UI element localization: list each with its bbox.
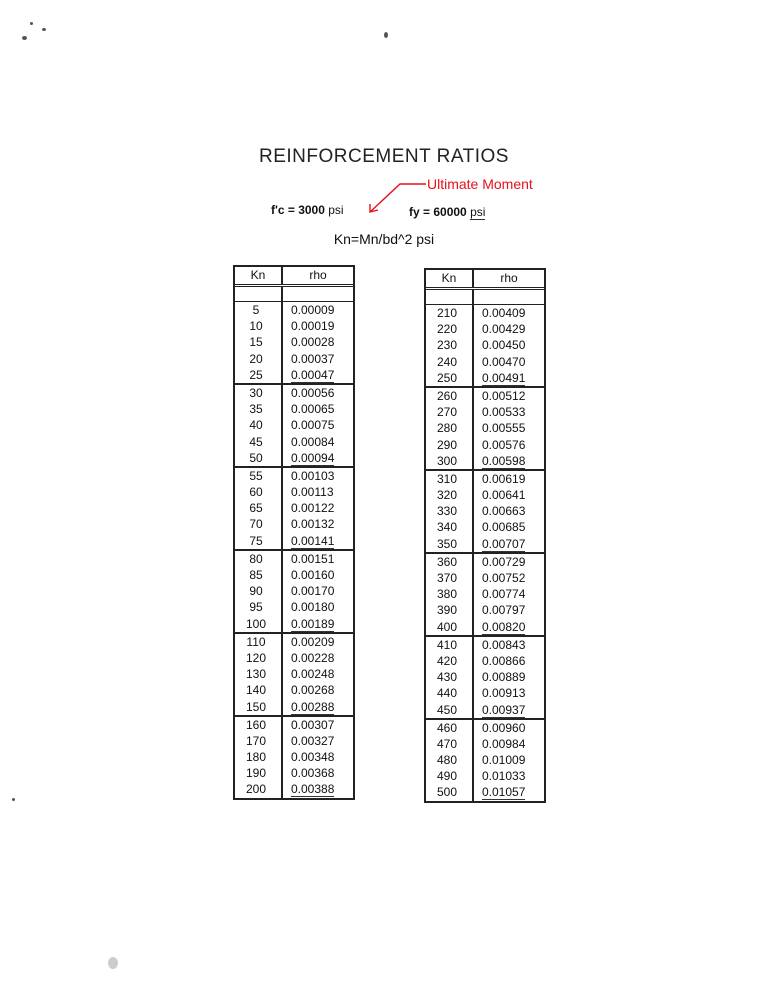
rho-cell bbox=[283, 733, 353, 749]
rho-cell bbox=[283, 516, 353, 532]
rho-cell bbox=[283, 599, 353, 615]
rho-value: 0.01009 bbox=[482, 753, 526, 768]
table-row bbox=[235, 302, 353, 318]
rho-cell bbox=[283, 351, 353, 367]
table-row bbox=[426, 602, 544, 618]
table-group bbox=[426, 554, 544, 637]
rho-value: 0.00984 bbox=[482, 736, 526, 751]
scan-speck bbox=[22, 36, 27, 40]
kn-cell: 320 bbox=[426, 487, 474, 503]
rho-value: 0.00774 bbox=[482, 587, 526, 602]
table-row bbox=[426, 370, 544, 386]
kn-cell: 110 bbox=[235, 634, 283, 650]
table-row bbox=[426, 321, 544, 337]
table-row bbox=[235, 567, 353, 583]
table-row bbox=[235, 434, 353, 450]
kn-cell: 190 bbox=[235, 765, 283, 781]
kn-cell: 210 bbox=[426, 305, 474, 321]
kn-cell: 250 bbox=[426, 370, 474, 386]
table-row bbox=[426, 503, 544, 519]
rho-value: 0.00937 bbox=[482, 702, 526, 717]
kn-cell: 80 bbox=[235, 551, 283, 567]
rho-value: 0.00009 bbox=[291, 303, 335, 317]
rho-value: 0.00094 bbox=[291, 450, 335, 465]
table-row bbox=[426, 536, 544, 552]
rho-cell bbox=[474, 321, 544, 337]
rho-value: 0.00047 bbox=[291, 367, 335, 382]
scan-speck bbox=[12, 798, 15, 801]
table-body bbox=[426, 305, 544, 801]
table-row bbox=[426, 420, 544, 436]
table-row bbox=[426, 752, 544, 768]
table-row bbox=[235, 650, 353, 666]
kn-cell: 260 bbox=[426, 388, 474, 404]
rho-value: 0.00913 bbox=[482, 686, 526, 701]
kn-cell: 500 bbox=[426, 784, 474, 800]
steel-yield-unit: psi bbox=[470, 205, 486, 219]
table-row bbox=[426, 437, 544, 453]
scan-speck bbox=[384, 32, 388, 38]
rho-value: 0.00180 bbox=[291, 600, 335, 615]
table-spacer-row bbox=[426, 290, 544, 305]
kn-formula: Kn=Mn/bd^2 psi bbox=[333, 231, 435, 247]
kn-cell: 85 bbox=[235, 567, 283, 583]
scan-speck bbox=[30, 22, 33, 25]
table-row bbox=[426, 669, 544, 685]
rho-cell bbox=[474, 602, 544, 618]
table-row bbox=[426, 453, 544, 469]
table-row bbox=[426, 554, 544, 570]
rho-cell bbox=[474, 637, 544, 653]
kn-cell: 470 bbox=[426, 736, 474, 752]
scan-speck bbox=[108, 957, 118, 969]
rho-cell bbox=[474, 752, 544, 768]
kn-cell: 90 bbox=[235, 583, 283, 599]
rho-value: 0.00512 bbox=[482, 388, 526, 403]
rho-cell bbox=[474, 702, 544, 718]
table-group bbox=[235, 717, 353, 798]
kn-cell: 220 bbox=[426, 321, 474, 337]
rho-cell bbox=[283, 551, 353, 567]
table-row bbox=[235, 682, 353, 698]
rho-value: 0.00028 bbox=[291, 335, 335, 350]
rho-value: 0.00619 bbox=[482, 471, 526, 486]
rho-cell bbox=[474, 768, 544, 784]
table-row bbox=[235, 417, 353, 433]
kn-cell: 270 bbox=[426, 404, 474, 420]
kn-cell: 350 bbox=[426, 536, 474, 552]
table-group bbox=[235, 634, 353, 717]
rho-cell bbox=[283, 781, 353, 797]
rho-value: 0.00056 bbox=[291, 385, 335, 400]
rho-value: 0.00132 bbox=[291, 517, 335, 532]
table-row bbox=[235, 468, 353, 484]
table-row bbox=[426, 637, 544, 653]
kn-cell: 410 bbox=[426, 637, 474, 653]
page-title: REINFORCEMENT RATIOS bbox=[259, 146, 509, 167]
table-row bbox=[235, 334, 353, 350]
rho-cell bbox=[283, 533, 353, 549]
rho-value: 0.00151 bbox=[291, 551, 335, 566]
table-row bbox=[426, 619, 544, 635]
rho-value: 0.00103 bbox=[291, 468, 335, 483]
ratio-table-right bbox=[424, 268, 546, 803]
table-body bbox=[235, 302, 353, 798]
concrete-strength bbox=[271, 203, 344, 217]
rho-value: 0.00122 bbox=[291, 501, 335, 516]
rho-value: 0.00866 bbox=[482, 653, 526, 668]
table-row bbox=[235, 500, 353, 516]
kn-cell: 55 bbox=[235, 468, 283, 484]
rho-value: 0.00075 bbox=[291, 418, 335, 433]
rho-value: 0.00368 bbox=[291, 766, 335, 781]
rho-cell bbox=[474, 453, 544, 469]
table-row bbox=[235, 634, 353, 650]
kn-cell: 490 bbox=[426, 768, 474, 784]
rho-cell bbox=[283, 765, 353, 781]
rho-value: 0.00429 bbox=[482, 322, 526, 337]
rho-cell bbox=[283, 567, 353, 583]
table-row bbox=[426, 354, 544, 370]
header-kn: Kn bbox=[426, 270, 474, 287]
kn-cell: 30 bbox=[235, 385, 283, 401]
table-row bbox=[235, 450, 353, 466]
table-row bbox=[426, 685, 544, 701]
rho-value: 0.00843 bbox=[482, 637, 526, 652]
table-row bbox=[426, 653, 544, 669]
rho-cell bbox=[283, 666, 353, 682]
kn-cell: 420 bbox=[426, 653, 474, 669]
kn-cell: 70 bbox=[235, 516, 283, 532]
kn-cell: 330 bbox=[426, 503, 474, 519]
table-header bbox=[426, 270, 544, 290]
rho-cell bbox=[474, 487, 544, 503]
rho-cell bbox=[283, 401, 353, 417]
rho-value: 0.00598 bbox=[482, 453, 526, 468]
kn-cell: 390 bbox=[426, 602, 474, 618]
kn-cell: 430 bbox=[426, 669, 474, 685]
kn-cell: 180 bbox=[235, 749, 283, 765]
rho-cell bbox=[474, 720, 544, 736]
table-group bbox=[426, 388, 544, 471]
rho-cell bbox=[474, 437, 544, 453]
table-group bbox=[235, 302, 353, 385]
table-row bbox=[426, 702, 544, 718]
rho-value: 0.01033 bbox=[482, 769, 526, 784]
rho-value: 0.00327 bbox=[291, 733, 335, 748]
rho-cell bbox=[474, 519, 544, 535]
table-row bbox=[426, 337, 544, 353]
rho-cell bbox=[474, 669, 544, 685]
kn-cell: 360 bbox=[426, 554, 474, 570]
rho-value: 0.00641 bbox=[482, 488, 526, 503]
table-row bbox=[235, 733, 353, 749]
rho-value: 0.00037 bbox=[291, 351, 335, 366]
table-group bbox=[235, 551, 353, 634]
table-group bbox=[235, 468, 353, 551]
rho-cell bbox=[283, 417, 353, 433]
rho-cell bbox=[474, 554, 544, 570]
rho-cell bbox=[474, 404, 544, 420]
kn-cell: 25 bbox=[235, 367, 283, 383]
kn-cell: 280 bbox=[426, 420, 474, 436]
kn-cell: 95 bbox=[235, 599, 283, 615]
rho-cell bbox=[283, 749, 353, 765]
kn-cell: 380 bbox=[426, 586, 474, 602]
kn-cell: 230 bbox=[426, 337, 474, 353]
rho-value: 0.00189 bbox=[291, 616, 335, 631]
table-row bbox=[426, 487, 544, 503]
kn-cell: 170 bbox=[235, 733, 283, 749]
table-row bbox=[426, 720, 544, 736]
rho-cell bbox=[283, 616, 353, 632]
kn-cell: 120 bbox=[235, 650, 283, 666]
rho-cell bbox=[474, 420, 544, 436]
rho-value: 0.00707 bbox=[482, 536, 526, 551]
rho-cell bbox=[474, 570, 544, 586]
table-row bbox=[235, 367, 353, 383]
rho-value: 0.00533 bbox=[482, 405, 526, 420]
table-row bbox=[235, 666, 353, 682]
kn-cell: 50 bbox=[235, 450, 283, 466]
table-group bbox=[235, 385, 353, 468]
kn-cell: 100 bbox=[235, 616, 283, 632]
rho-value: 0.00019 bbox=[291, 319, 335, 334]
rho-value: 0.00409 bbox=[482, 306, 526, 320]
rho-cell bbox=[283, 717, 353, 733]
kn-cell: 460 bbox=[426, 720, 474, 736]
annotation-arrow-icon bbox=[360, 180, 430, 216]
rho-value: 0.00248 bbox=[291, 667, 335, 682]
kn-cell: 15 bbox=[235, 334, 283, 350]
header-rho: rho bbox=[309, 268, 327, 282]
kn-cell: 370 bbox=[426, 570, 474, 586]
rho-cell bbox=[283, 334, 353, 350]
table-header bbox=[235, 267, 353, 287]
table-row bbox=[235, 583, 353, 599]
table-row bbox=[235, 351, 353, 367]
table-row bbox=[235, 599, 353, 615]
rho-cell bbox=[283, 699, 353, 715]
rho-cell bbox=[283, 302, 353, 318]
kn-cell: 440 bbox=[426, 685, 474, 701]
rho-cell bbox=[283, 634, 353, 650]
table-group bbox=[426, 637, 544, 720]
kn-cell: 400 bbox=[426, 619, 474, 635]
rho-value: 0.00555 bbox=[482, 421, 526, 436]
table-row bbox=[235, 749, 353, 765]
kn-cell: 450 bbox=[426, 702, 474, 718]
kn-cell: 40 bbox=[235, 417, 283, 433]
rho-cell bbox=[474, 736, 544, 752]
table-row bbox=[426, 388, 544, 404]
rho-value: 0.00470 bbox=[482, 354, 526, 369]
table-row bbox=[235, 717, 353, 733]
rho-cell bbox=[474, 619, 544, 635]
rho-value: 0.00752 bbox=[482, 571, 526, 585]
rho-value: 0.00388 bbox=[291, 782, 335, 797]
rho-value: 0.00348 bbox=[291, 750, 335, 765]
concrete-strength-value: f'c = 3000 bbox=[271, 203, 325, 217]
rho-value: 0.00450 bbox=[482, 338, 526, 353]
rho-cell bbox=[474, 388, 544, 404]
rho-value: 0.00960 bbox=[482, 720, 526, 735]
kn-cell: 300 bbox=[426, 453, 474, 469]
rho-value: 0.00491 bbox=[482, 370, 526, 385]
kn-cell: 150 bbox=[235, 699, 283, 715]
table-row bbox=[235, 385, 353, 401]
rho-cell bbox=[474, 536, 544, 552]
table-row bbox=[235, 401, 353, 417]
rho-value: 0.00084 bbox=[291, 434, 335, 449]
rho-cell bbox=[283, 500, 353, 516]
kn-cell: 45 bbox=[235, 434, 283, 450]
table-row bbox=[426, 736, 544, 752]
header-kn: Kn bbox=[235, 267, 283, 284]
rho-value: 0.00141 bbox=[291, 533, 335, 548]
table-row bbox=[235, 781, 353, 797]
table-group bbox=[426, 720, 544, 801]
rho-value: 0.00113 bbox=[291, 485, 334, 500]
rho-value: 0.00228 bbox=[291, 650, 335, 665]
table-row bbox=[235, 516, 353, 532]
kn-cell: 310 bbox=[426, 471, 474, 487]
rho-value: 0.00268 bbox=[291, 683, 335, 698]
kn-cell: 35 bbox=[235, 401, 283, 417]
table-row bbox=[426, 586, 544, 602]
kn-cell: 20 bbox=[235, 351, 283, 367]
rho-cell bbox=[283, 385, 353, 401]
kn-cell: 75 bbox=[235, 533, 283, 549]
kn-cell: 65 bbox=[235, 500, 283, 516]
header-rho: rho bbox=[500, 271, 518, 285]
rho-value: 0.00160 bbox=[291, 568, 335, 582]
rho-cell bbox=[283, 650, 353, 666]
table-row bbox=[426, 570, 544, 586]
kn-cell: 140 bbox=[235, 682, 283, 698]
table-row bbox=[235, 533, 353, 549]
table-row bbox=[426, 768, 544, 784]
table-row bbox=[426, 404, 544, 420]
rho-value: 0.00729 bbox=[482, 554, 526, 569]
rho-cell bbox=[474, 337, 544, 353]
rho-value: 0.00065 bbox=[291, 402, 335, 417]
rho-value: 0.00288 bbox=[291, 699, 335, 714]
rho-cell bbox=[474, 471, 544, 487]
ratio-table-left bbox=[233, 265, 355, 800]
rho-value: 0.01057 bbox=[482, 785, 526, 800]
rho-cell bbox=[283, 484, 353, 500]
table-spacer-row bbox=[235, 287, 353, 302]
rho-cell bbox=[283, 583, 353, 599]
table-row bbox=[235, 551, 353, 567]
rho-cell bbox=[474, 586, 544, 602]
rho-cell bbox=[474, 370, 544, 386]
kn-cell: 290 bbox=[426, 437, 474, 453]
rho-value: 0.00663 bbox=[482, 504, 526, 519]
rho-value: 0.00170 bbox=[291, 584, 335, 599]
table-row bbox=[235, 616, 353, 632]
scan-speck bbox=[42, 28, 46, 31]
rho-cell bbox=[474, 653, 544, 669]
rho-cell bbox=[474, 685, 544, 701]
rho-cell bbox=[283, 450, 353, 466]
steel-yield-value: fy = 60000 bbox=[409, 205, 467, 219]
rho-value: 0.00889 bbox=[482, 670, 526, 685]
table-row bbox=[426, 784, 544, 800]
rho-value: 0.00685 bbox=[482, 520, 526, 535]
table-row bbox=[235, 484, 353, 500]
rho-value: 0.00576 bbox=[482, 437, 526, 452]
kn-cell: 480 bbox=[426, 752, 474, 768]
table-row bbox=[426, 519, 544, 535]
table-row bbox=[426, 305, 544, 321]
table-group bbox=[426, 305, 544, 388]
kn-cell: 240 bbox=[426, 354, 474, 370]
table-row bbox=[426, 471, 544, 487]
kn-cell: 130 bbox=[235, 666, 283, 682]
annotation-ultimate-moment: Ultimate Moment bbox=[427, 176, 533, 192]
kn-cell: 10 bbox=[235, 318, 283, 334]
rho-cell bbox=[474, 305, 544, 321]
rho-cell bbox=[474, 503, 544, 519]
rho-value: 0.00797 bbox=[482, 603, 526, 618]
rho-cell bbox=[283, 367, 353, 383]
rho-value: 0.00307 bbox=[291, 717, 335, 732]
rho-cell bbox=[283, 682, 353, 698]
table-row bbox=[235, 699, 353, 715]
rho-value: 0.00820 bbox=[482, 619, 526, 634]
rho-cell bbox=[283, 468, 353, 484]
table-row bbox=[235, 318, 353, 334]
concrete-strength-unit: psi bbox=[328, 203, 344, 217]
kn-cell: 340 bbox=[426, 519, 474, 535]
kn-cell: 5 bbox=[235, 302, 283, 318]
kn-cell: 160 bbox=[235, 717, 283, 733]
rho-cell bbox=[474, 354, 544, 370]
table-group bbox=[426, 471, 544, 554]
table-row bbox=[235, 765, 353, 781]
rho-value: 0.00209 bbox=[291, 634, 335, 649]
rho-cell bbox=[474, 784, 544, 800]
rho-cell bbox=[283, 318, 353, 334]
kn-cell: 60 bbox=[235, 484, 283, 500]
rho-cell bbox=[283, 434, 353, 450]
kn-cell: 200 bbox=[235, 781, 283, 797]
